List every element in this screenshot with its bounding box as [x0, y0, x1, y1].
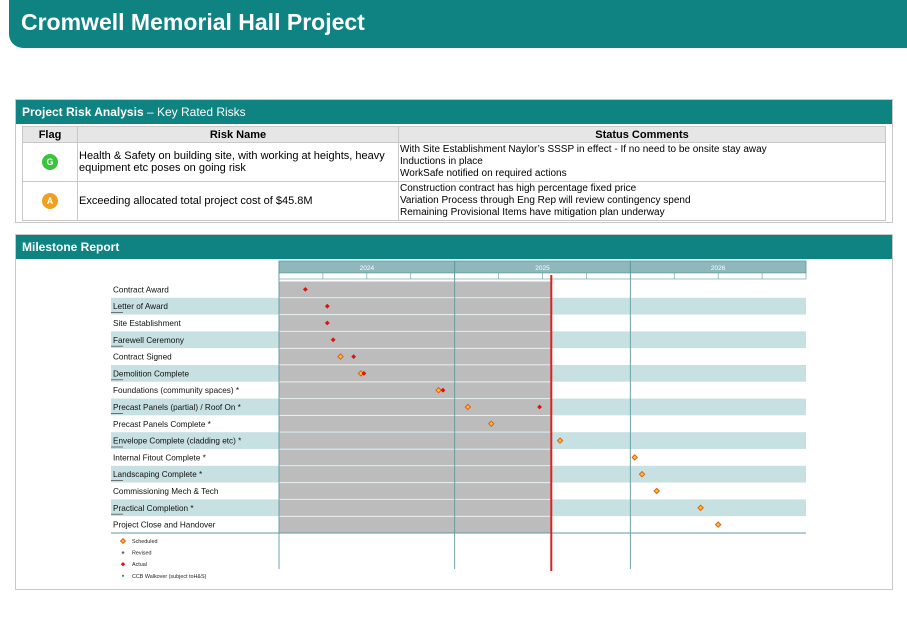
milestone-label: Contract Award — [113, 285, 169, 295]
page-title: Cromwell Memorial Hall Project — [21, 9, 365, 35]
elapsed-bar — [279, 298, 551, 314]
flag-cell — [23, 182, 78, 221]
legend-scheduled-icon — [121, 539, 126, 544]
elapsed-bar — [279, 433, 551, 449]
milestone-label: Landscaping Complete * — [113, 470, 203, 480]
flag-green-icon: G — [42, 154, 58, 170]
year-label: 2024 — [359, 265, 375, 272]
milestone-label: Envelope Complete (cladding etc) * — [113, 436, 242, 446]
col-status-comments: Status Comments — [399, 127, 886, 143]
header-bar — [9, 0, 907, 48]
legend-label: CCB Walkover (subject toH&S) — [132, 573, 207, 580]
milestone-label: Foundations (community spaces) * — [113, 386, 240, 396]
status-line: Remaining Provisional Items have mitigation plan underway — [400, 207, 665, 218]
milestone-panel-header — [16, 235, 892, 259]
risk-name: Health & Safety on building site, with working at heights, heavy equipment etc poses on going risk — [78, 143, 399, 182]
elapsed-bar — [279, 399, 551, 415]
milestone-label: Letter of Award — [113, 302, 168, 312]
elapsed-bar — [279, 382, 551, 398]
milestone-label: Precast Panels (partial) / Roof On * — [113, 403, 241, 412]
risk-table-header — [23, 127, 886, 143]
status-comments — [399, 143, 886, 182]
elapsed-bar — [279, 282, 551, 298]
milestone-label: Demolition Complete — [113, 369, 189, 379]
elapsed-bar — [279, 466, 551, 482]
risk-panel-header — [16, 100, 892, 124]
milestone-label: Project Close and Handover — [113, 520, 216, 530]
milestone-panel-title: Milestone Report — [22, 240, 120, 254]
milestone-chart — [16, 259, 892, 589]
legend-revised-icon — [121, 551, 124, 554]
status-comments — [399, 182, 886, 221]
col-risk-name: Risk Name — [78, 127, 399, 143]
legend-walkover-icon — [122, 575, 124, 577]
milestone-label: Precast Panels Complete * — [113, 419, 211, 429]
flag-amber-icon: A — [42, 193, 58, 209]
milestone-report-panel — [15, 234, 893, 590]
elapsed-bar — [279, 500, 551, 516]
elapsed-bar — [279, 517, 551, 533]
table-row — [23, 182, 886, 221]
legend-label: Revised — [132, 550, 152, 557]
elapsed-bar — [279, 450, 551, 466]
elapsed-bar — [279, 315, 551, 331]
milestone-label: Commissioning Mech & Tech — [113, 487, 219, 496]
elapsed-bar — [279, 332, 551, 348]
risk-panel-subtitle: – Key Rated Risks — [143, 105, 246, 119]
status-line: With Site Establishment Naylor’s SSSP in effect - If no need to be onsite stay away — [400, 144, 767, 155]
risk-panel-title: Project Risk Analysis — [22, 105, 144, 119]
milestone-label: Farewell Ceremony — [113, 335, 184, 345]
status-line: WorkSafe notified on required actions — [400, 168, 567, 179]
risk-table — [22, 126, 886, 221]
legend-actual-icon — [121, 562, 125, 566]
milestone-label: Contract Signed — [113, 352, 172, 362]
flag-cell — [23, 143, 78, 182]
elapsed-bar — [279, 416, 551, 432]
status-line: Inductions in place — [400, 156, 483, 167]
risk-analysis-panel — [15, 99, 893, 223]
milestone-label: Internal Fitout Complete * — [113, 453, 206, 463]
year-label: 2026 — [710, 265, 726, 272]
milestone-label: Practical Completion * — [113, 503, 194, 513]
col-flag: Flag — [23, 127, 78, 143]
legend-label: Actual — [132, 562, 147, 569]
elapsed-bar — [279, 483, 551, 499]
status-line: Variation Process through Eng Rep will review contingency spend — [400, 195, 691, 206]
risk-name: Exceeding allocated total project cost of $45.8M — [78, 182, 399, 221]
status-line: Construction contract has high percentage fixed price — [400, 183, 637, 194]
elapsed-bar — [279, 349, 551, 365]
year-label: 2025 — [535, 265, 550, 272]
table-row — [23, 143, 886, 182]
legend-label: Scheduled — [132, 539, 158, 545]
elapsed-bar — [279, 366, 551, 382]
milestone-label: Site Establishment — [113, 319, 181, 328]
